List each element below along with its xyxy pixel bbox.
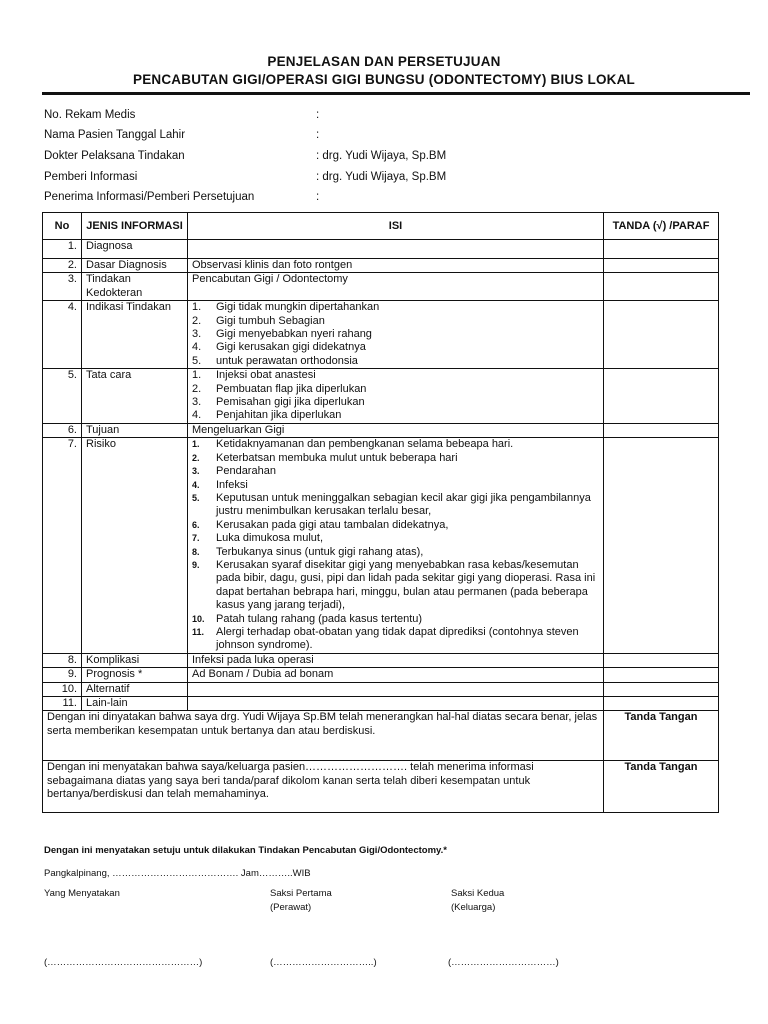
table-row [43,259,719,273]
yang-menyatakan-label: Yang Menyatakan [44,888,120,899]
row-no: 10. [43,682,82,696]
row-isi [188,301,604,369]
row-jenis: Prognosis * [82,668,188,682]
row-no: 11. [43,697,82,711]
doctor-statement: Dengan ini dinyatakan bahwa saya drg. Yudi Wijaya Sp.BM telah menerangkan hal-hal diatas secara benar, jelas serta memberikan kesempatan untuk bertanya dan atau berdiskusi. [43,711,604,761]
row-jenis: Risiko [82,438,188,654]
row-isi [188,240,604,259]
list-item: 4. Infeksi [192,478,248,491]
header-label: Pemberi Informasi [44,171,138,183]
col-no-header: No [43,213,82,240]
title-rule [42,92,750,95]
row-no: 1. [43,240,82,259]
row-jenis: Tujuan [82,423,188,437]
table-row [43,301,719,369]
list-item: 3. Gigi menyebabkan nyeri rahang [192,328,372,341]
row-paraf[interactable] [604,273,719,301]
title-line-2: PENCABUTAN GIGI/OPERASI GIGI BUNGSU (ODONTECTOMY) BIUS LOKAL [132,72,635,87]
table-row [43,668,719,682]
saksi-kedua-label: Saksi Kedua [451,888,505,899]
signature-label: Tanda Tangan [624,761,698,774]
patient-statement: Dengan ini menyatakan bahwa saya/keluarga pasien………………………. telah menerima informasi sebagaimana diatas yang saya beri tanda/paraf dikolom kanan serta telah diberi kesempatan untuk bertanya/berdiskusi dan telah memahaminya. [43,761,604,813]
row-isi: Infeksi pada luka operasi [188,653,604,667]
row-isi [188,438,604,654]
row-isi: Pencabutan Gigi / Odontectomy [188,273,604,301]
saksi-pertama-role: (Perawat) [270,902,312,913]
list-item: 5. untuk perawatan orthodonsia [192,354,358,367]
table-row [43,240,719,259]
list-item: 5. Keputusan untuk meninggalkan sebagian kecil akar gigi jika pengambilannya justru menimbulkan kerusakan terlalu besar, [192,491,591,518]
list-item: 6. Kerusakan pada gigi atau tambalan didekatnya, [192,518,449,531]
row-paraf[interactable] [604,653,719,667]
row-paraf[interactable] [604,438,719,654]
row-jenis: Indikasi Tindakan [82,301,188,369]
header-value: : drg. Yudi Wijaya, Sp.BM [316,171,447,183]
row-isi [188,682,604,696]
header-label: Penerima Informasi/Pemberi Persetujuan [44,191,255,203]
row-jenis: Alternatif [82,682,188,696]
list-item: 7. Luka dimukosa mulut, [192,532,323,545]
list-item: 3. Pendarahan [192,465,276,478]
row-isi [188,369,604,424]
row-paraf[interactable] [604,682,719,696]
list-item: 8. Terbukanya sinus (untuk gigi rahang atas), [192,545,424,558]
col-tanda-header: TANDA (√) /PARAF [604,213,719,240]
information-table [42,212,719,813]
list-item: 2. Gigi tumbuh Sebagian [192,314,325,327]
saksi-kedua-role: (Keluarga) [451,902,496,913]
list-item: 4. Gigi kerusakan gigi didekatnya [192,341,366,354]
list-item: 4. Penjahitan jika diperlukan [192,409,342,422]
row-jenis: Tata cara [82,369,188,424]
signature-line-witness-1[interactable]: (…………………………..) [270,957,377,968]
row-paraf[interactable] [604,301,719,369]
row-paraf[interactable] [604,240,719,259]
consent-statement: Dengan ini menyatakan setuju untuk dilakukan Tindakan Pencabutan Gigi/Odontectomy.* [44,845,447,856]
list-item: 1. Ketidaknyamanan dan pembengkanan selama bebeapa hari. [192,438,514,451]
row-jenis: Diagnosa [82,240,188,259]
col-jenis-header: JENIS INFORMASI [82,213,188,240]
row-jenis: Tindakan Kedokteran [82,273,188,301]
row-jenis: Dasar Diagnosis [82,259,188,273]
row-paraf[interactable] [604,423,719,437]
header-value: : drg. Yudi Wijaya, Sp.BM [316,150,447,162]
table-row [43,273,719,301]
row-jenis: Komplikasi [82,653,188,667]
row-isi [188,697,604,711]
list-item: 1. Gigi tidak mungkin dipertahankan [192,301,380,314]
header-label: No. Rekam Medis [44,109,136,121]
table-row [43,682,719,696]
signature-line-witness-2[interactable]: (……………………………) [448,957,559,968]
list-item: 9. Kerusakan syaraf disekitar gigi yang menyebabkan rasa kebas/kesemutan pada bibir, dagu, gusi, pipi dan lidah pada sekitar gigi yang dioperasi. Rasa ini dapat bertahan bebrapa hari, minggu, bulan atau permanen (pada beberapa kasus yang jarang terjadi), [192,558,596,612]
table-row [43,697,719,711]
row-no: 4. [43,301,82,369]
table-row [43,438,719,654]
row-isi: Mengeluarkan Gigi [188,423,604,437]
signature-box-doctor[interactable] [604,711,719,761]
signature-line-declarant[interactable]: (…………………………………………) [44,957,203,968]
col-isi-header: ISI [188,213,604,240]
table-row [43,369,719,424]
title-line-1: PENJELASAN DAN PERSETUJUAN [267,54,501,69]
saksi-pertama-label: Saksi Pertama [270,888,332,899]
row-no: 2. [43,259,82,273]
header-label: Dokter Pelaksana Tindakan [44,150,185,162]
list-item: 3. Pemisahan gigi jika diperlukan [192,396,365,409]
list-item: 11. Alergi terhadap obat-obatan yang tidak dapat diprediksi (contohnya steven johnson syndrome). [192,625,579,652]
signature-label: Tanda Tangan [624,711,698,724]
row-isi: Observasi klinis dan foto rontgen [188,259,604,273]
row-paraf[interactable] [604,369,719,424]
header-value: : [316,191,320,203]
row-no: 9. [43,668,82,682]
row-no: 8. [43,653,82,667]
header-value: : [316,109,320,121]
list-item: 1. Injeksi obat anastesi [192,369,316,382]
list-item: 2. Keterbatsan membuka mulut untuk beberapa hari [192,451,458,464]
signature-box-patient[interactable] [604,761,719,813]
list-item: 2. Pembuatan flap jika diperlukan [192,382,367,395]
row-no: 7. [43,438,82,654]
row-isi: Ad Bonam / Dubia ad bonam [188,668,604,682]
row-jenis: Lain-lain [82,697,188,711]
place-date-line[interactable]: Pangkalpinang, …………………………………. Jam………..WIB [44,868,311,879]
row-no: 5. [43,369,82,424]
row-paraf[interactable] [604,259,719,273]
table-row [43,423,719,437]
row-no: 6. [43,423,82,437]
row-paraf[interactable] [604,697,719,711]
row-no: 3. [43,273,82,301]
row-paraf[interactable] [604,668,719,682]
list-item: 10. Patah tulang rahang (pada kasus tertentu) [192,612,423,625]
header-value: : [316,129,320,141]
header-label: Nama Pasien Tanggal Lahir [44,129,186,141]
table-row [43,653,719,667]
